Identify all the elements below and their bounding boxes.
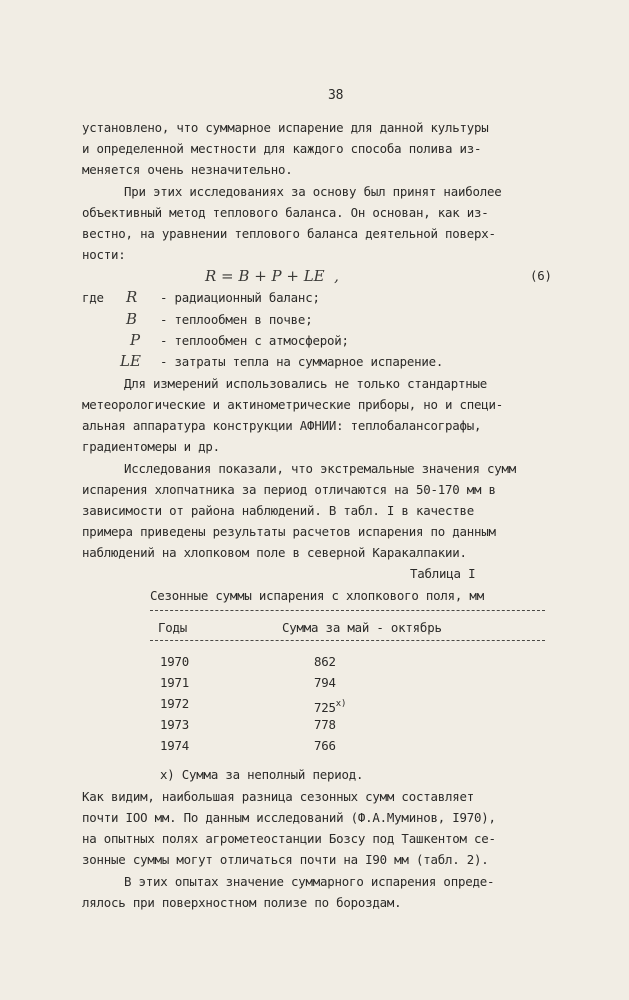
page-number: 38 [328, 88, 344, 103]
text-line: метеорологические и актинометрические приборы, но и специ- [82, 397, 504, 412]
table-rule-top [150, 610, 545, 611]
term-symbol: LE [120, 352, 141, 370]
text-line: лялось при поверхностном полизе по бороздам. [82, 895, 402, 910]
table-cell-year: 1971 [160, 675, 190, 690]
text-line: Исследования показали, что экстремальные значения сумм [124, 461, 517, 476]
term-symbol: B [126, 310, 138, 328]
text-line: установлено, что суммарное испарение для данной культуры [82, 120, 489, 135]
term-description: - теплообмен с атмосферой; [160, 333, 349, 348]
text-line: зонные суммы могут отличаться почти на I90 мм (табл. 2). [82, 852, 489, 867]
value-text: 725 [314, 700, 336, 715]
text-line: При этих исследованиях за основу был принят наиболее [124, 184, 502, 199]
text-line: наблюдений на хлопковом поле в северной Каракалпакии. [82, 545, 467, 560]
table-title: Сезонные суммы испарения с хлопкового поля, мм [150, 588, 484, 603]
equation-number: (6) [530, 268, 552, 283]
text-line: альная аппаратура конструкции АФНИИ: теплобалансографы, [82, 418, 482, 433]
text-line: вестно, на уравнении теплового баланса деятельной поверх- [82, 226, 496, 241]
table-header-sum: Сумма за май - октябрь [282, 620, 442, 635]
text-line: Как видим, наибольшая разница сезонных сумм составляет [82, 789, 475, 804]
text-line: примера приведены результаты расчетов испарения по данным [82, 524, 496, 539]
term-symbol: R [126, 288, 138, 306]
term-description: - теплообмен в почве; [160, 312, 313, 327]
table-cell-year: 1973 [160, 717, 190, 732]
term-description: - затраты тепла на суммарное испарение. [160, 354, 444, 369]
text-line: Для измерений использовались не только стандартные [124, 376, 487, 391]
text-line: объективный метод теплового баланса. Он основан, как из- [82, 205, 489, 220]
text-line: испарения хлопчатника за период отличаются на 50-170 мм в [82, 482, 496, 497]
table-cell-year: 1974 [160, 738, 190, 753]
table-label: Таблица I [410, 566, 476, 581]
table-cell-value: 778 [314, 717, 336, 732]
table-cell-value [314, 696, 346, 716]
table-cell-value: 862 [314, 654, 336, 669]
table-footnote: x) Сумма за неполный период. [160, 767, 364, 782]
text-line: и определенной местности для каждого способа полива из- [82, 141, 482, 156]
term-description: - радиационный баланс; [160, 290, 320, 305]
text-line: зависимости от района наблюдений. В табл. I в качестве [82, 503, 475, 518]
term-symbol: P [130, 331, 141, 349]
text-line: почти IOO мм. По данным исследований (Ф.А.Муминов, I970), [82, 810, 496, 825]
table-cell-year: 1970 [160, 654, 190, 669]
text-line: ности: [82, 247, 126, 262]
text-line: меняется очень незначительно. [82, 162, 293, 177]
table-cell-value: 794 [314, 675, 336, 690]
table-header-years: Годы [158, 620, 188, 635]
text-line: В этих опытах значение суммарного испарения опреде- [124, 874, 495, 889]
text-line: на опытных полях агрометеостанции Бозсу под Ташкентом се- [82, 831, 496, 846]
footnote-marker: x) [335, 699, 347, 709]
table-cell-value: 766 [314, 738, 336, 753]
text-line: градиентомеры и др. [82, 439, 220, 454]
table-cell-year: 1972 [160, 696, 190, 711]
where-label: где [82, 290, 104, 305]
table-rule-header [150, 640, 545, 641]
equation-formula: R = B + P + LE , [205, 267, 339, 285]
